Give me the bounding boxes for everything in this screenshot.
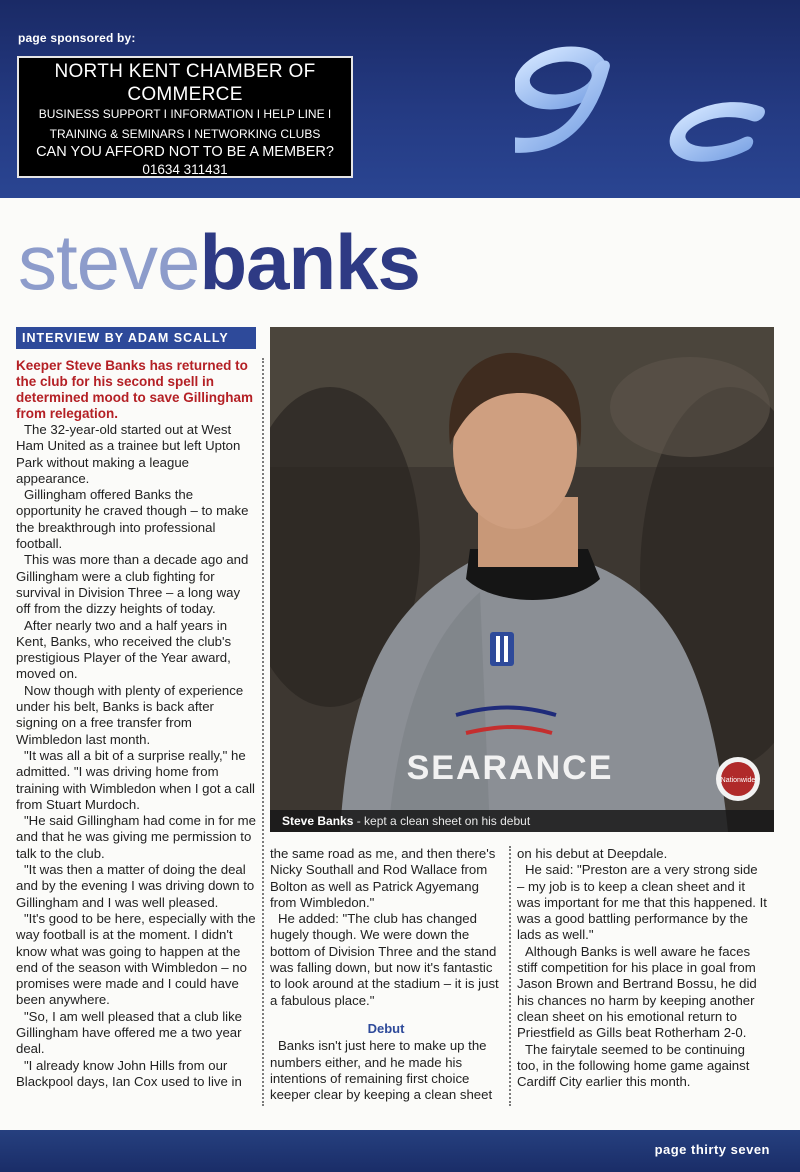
league-patch-text: Nationwide <box>720 777 756 784</box>
page-title <box>18 212 420 312</box>
gfc-logo-icon <box>515 28 785 178</box>
paragraph: on his debut at Deepdale. <box>517 846 668 861</box>
paragraph: the same road as me, and then there's Nicky Southall and Rod Wallace from Bolton as well as Patrick Agyemang from Wimbledon." <box>270 846 496 910</box>
column-divider <box>509 846 511 1106</box>
article-column-3 <box>517 846 767 1090</box>
paragraph: This was more than a decade ago and Gillingham were a club fighting for survival in Division Three – a long way off from the dizzy heights of today. <box>16 552 249 617</box>
byline-bar: INTERVIEW BY ADAM SCALLY <box>16 327 256 349</box>
paragraph: After nearly two and a half years in Kent, Banks, who received the club's prestigious Player of the Year award, moved on. <box>16 617 232 682</box>
paragraph: "It was all a bit of a surprise really," he admitted. "I was driving home from training with Wimbledon when I got a call from Stuart Murdoch. <box>16 747 255 812</box>
paragraph: "So, I am well pleased that a club like Gillingham have offered me a two year deal. <box>16 1008 242 1057</box>
column-divider <box>262 358 264 1106</box>
header-banner <box>0 0 800 198</box>
paragraph: Although Banks is well aware he faces stiff competition for his place in goal from Jason Brown and Bertrand Bossu, he did his chances no harm by keeping another clean sheet on his emotional return to Priestfield as Gills beat Rotherham 2-0. <box>517 943 757 1041</box>
paragraph: Gillingham offered Banks the opportunity he craved though – to make the breakthrough into professional football. <box>16 487 249 552</box>
paragraph: The 32-year-old started out at West Ham United as a trainee but left Upton Park without making a league appearance. <box>16 422 241 486</box>
debut-subheading: Debut <box>367 1020 405 1036</box>
caption-text: - kept a clean sheet on his debut <box>353 814 531 828</box>
paragraph: Banks isn't just here to make up the numbers either, and he made his intentions of remaining first choice keeper clear by keeping a clean sheet <box>270 1038 493 1103</box>
paragraph: "I already know John Hills from our Blackpool days, Ian Cox used to live in <box>16 1057 242 1089</box>
article-column-1 <box>16 358 256 1090</box>
footer-bar <box>0 1130 800 1172</box>
title-surname: banks <box>199 218 420 306</box>
paragraph: He added: "The club has changed hugely though. We were down the bottom of Division Three and the stand was falling down, but now it's fantastic to look around at the stadium – it is just a fabulous place." <box>270 911 499 1008</box>
page-number: page thirty seven <box>654 1142 770 1157</box>
sponsor-advert[interactable] <box>17 56 353 178</box>
paragraph: "It's good to be here, especially with the way football is at the moment. I didn't know what was going to happen at the end of the season with Wimbledon – no promises were made and I could have been anywhere. <box>16 910 256 1008</box>
player-illustration <box>270 327 774 832</box>
ad-services-line2: TRAINING & SEMINARS I NETWORKING CLUBS <box>49 127 321 141</box>
ad-services-line1: BUSINESS SUPPORT I INFORMATION I HELP LINE I <box>38 107 332 121</box>
paragraph: He said: "Preston are a very strong side – my job is to keep a clean sheet and it was important for me that this happened. It was a good battling performance by the lads as well." <box>517 862 767 943</box>
lead-paragraph: Keeper Steve Banks has returned to the club for his second spell in determined mood to save Gillingham from relegation. <box>16 358 254 421</box>
article-column-2 <box>270 846 502 1103</box>
photo-caption <box>270 810 774 832</box>
paragraph: "It was then a matter of doing the deal and by the evening I was driving down to Gillingham and I was well pleased. <box>16 862 255 910</box>
paragraph: "He said Gillingham had come in for me and that he was giving me permission to talk to the club. <box>16 813 256 861</box>
ad-title-line1: NORTH KENT CHAMBER OF <box>54 61 316 82</box>
sponsor-label: page sponsored by: <box>18 31 136 45</box>
shirt-sponsor-text: SEARANCE <box>406 749 614 787</box>
ad-cta: CAN YOU AFFORD NOT TO BE A MEMBER? <box>36 144 334 160</box>
paragraph: The fairytale seemed to be continuing too, in the following home game against Cardiff City earlier this month. <box>517 1041 750 1090</box>
ad-phone: 01634 311431 <box>142 162 228 177</box>
player-photo <box>270 327 774 832</box>
ad-title-line2: COMMERCE <box>127 84 243 105</box>
title-first-name: steve <box>18 218 200 306</box>
paragraph: Now though with plenty of experience under his belt, Banks is back after signing on a free transfer from Wimbledon last month. <box>16 682 244 747</box>
caption-name: Steve Banks <box>282 814 354 828</box>
